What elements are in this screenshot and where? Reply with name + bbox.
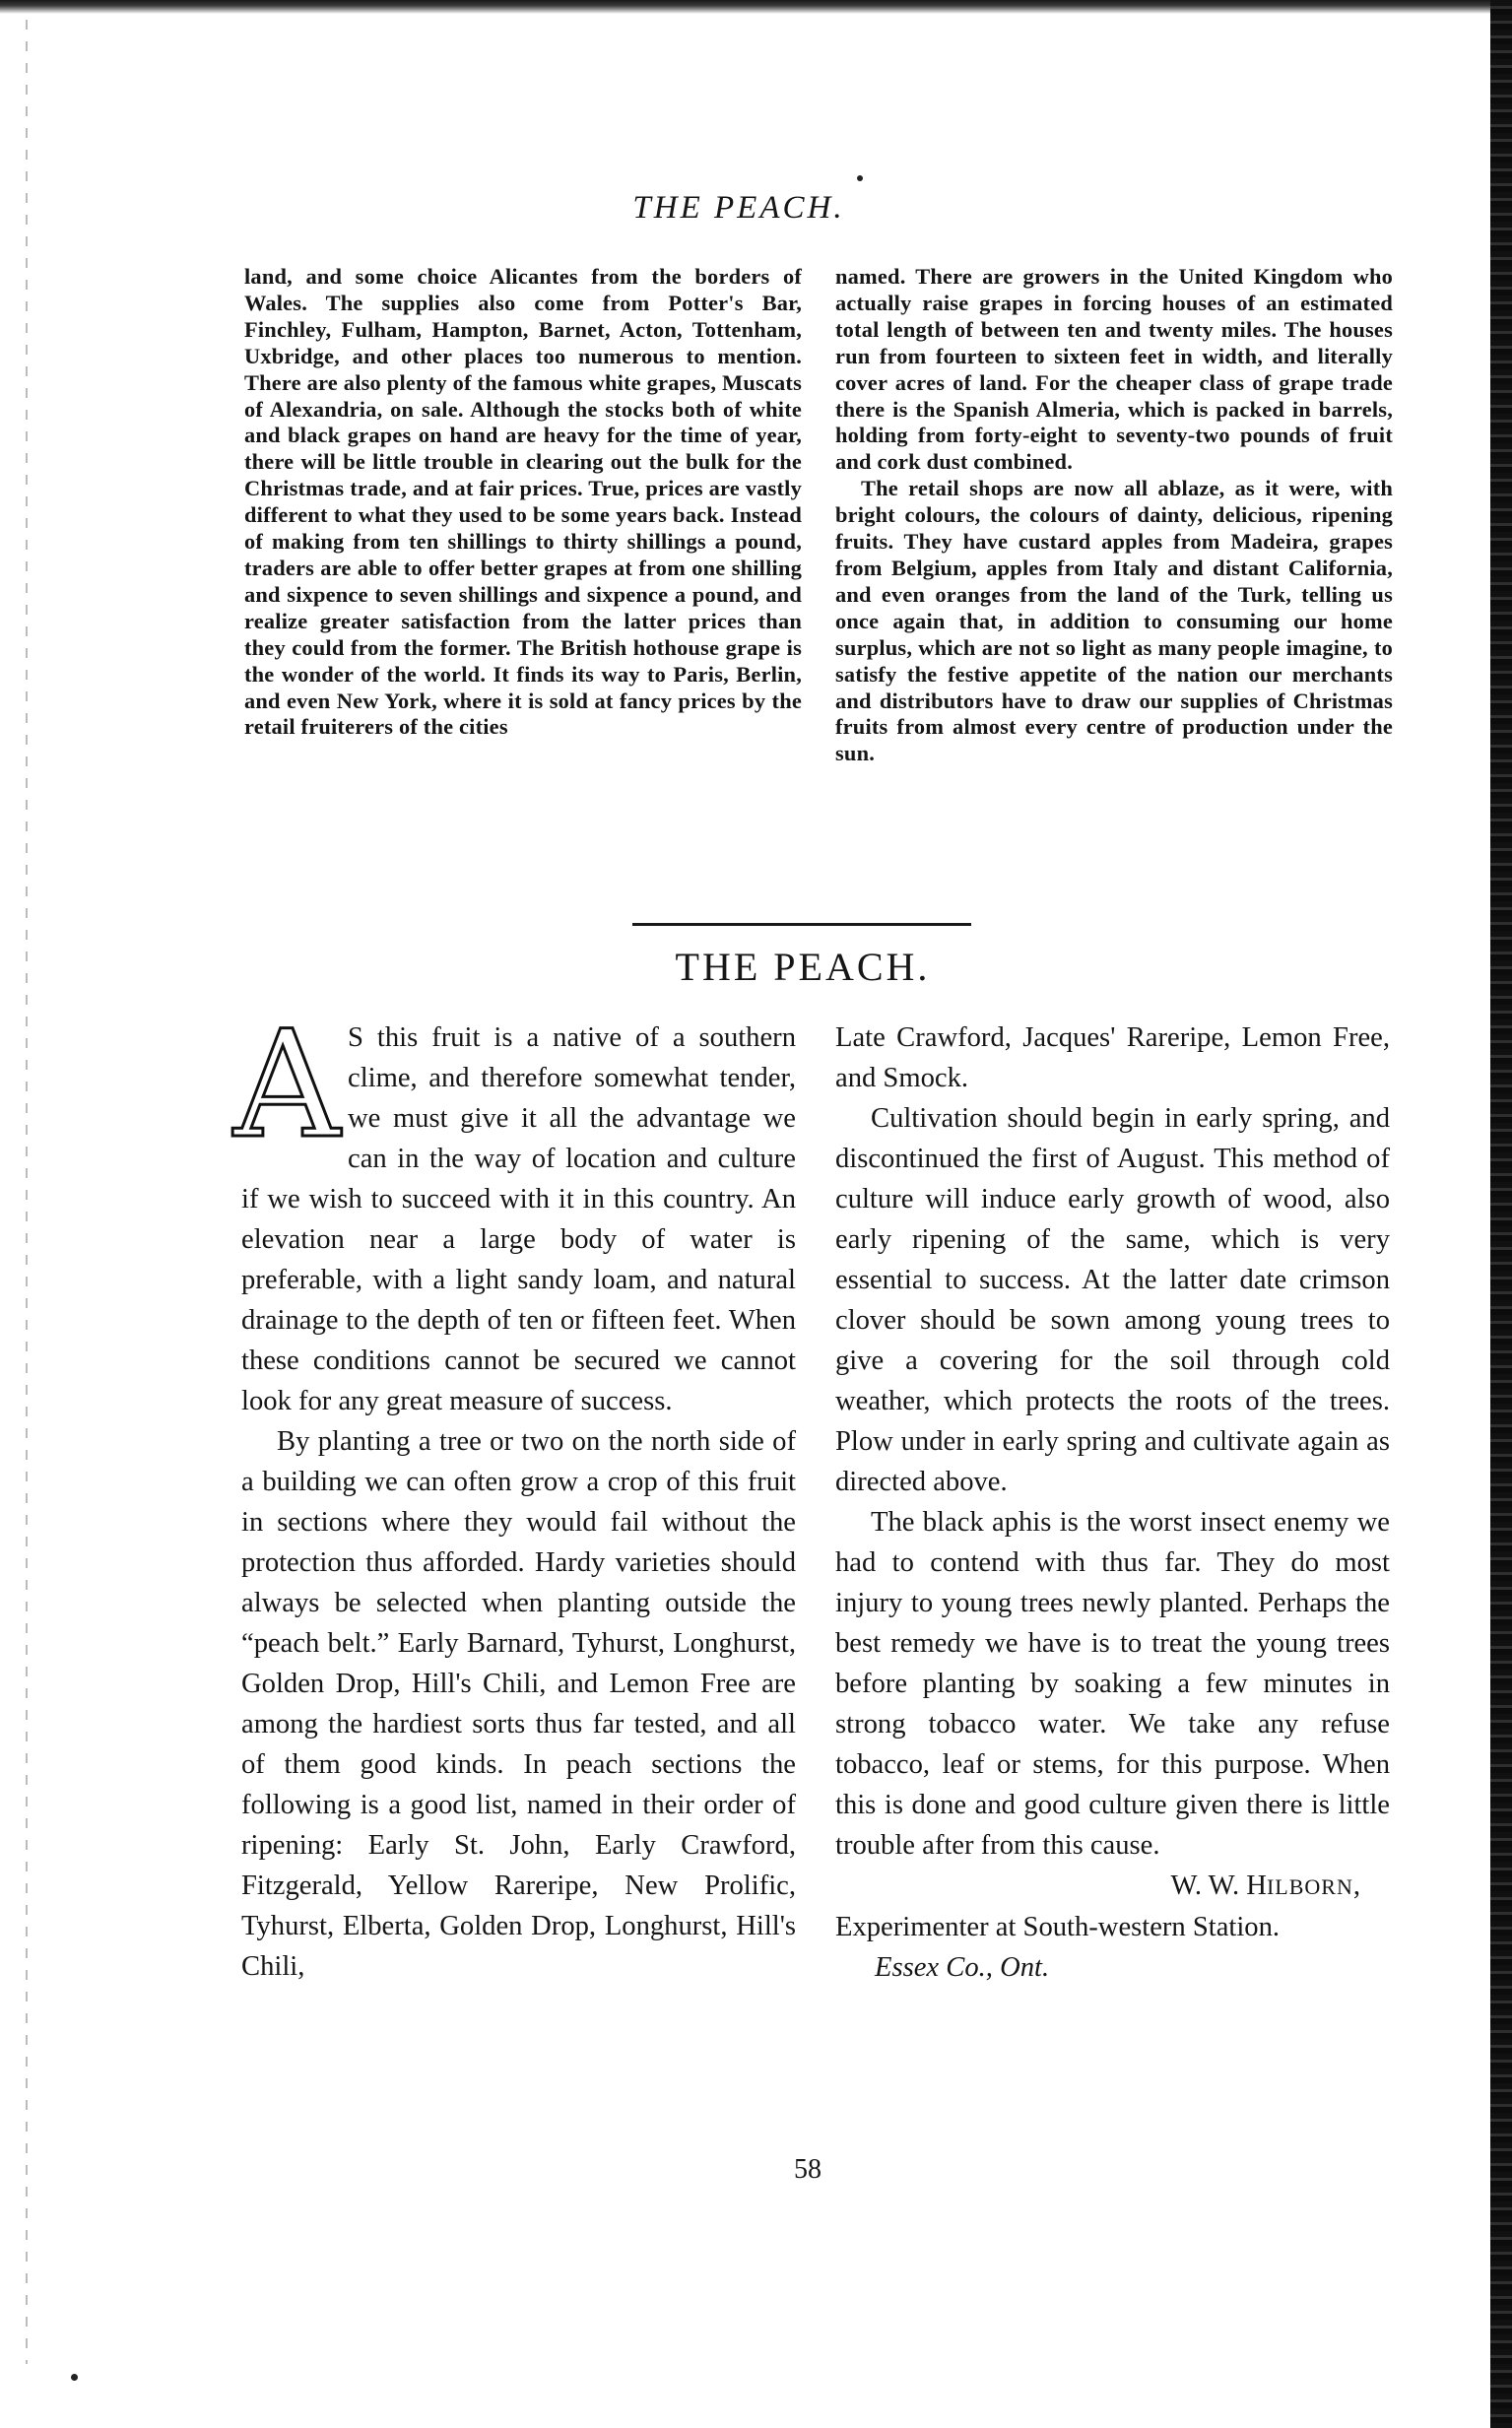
article-left-column: [233, 1000, 796, 1987]
paragraph: [233, 1000, 796, 1421]
page-top-edge: [0, 0, 1512, 14]
paragraph: Cultivation should begin in early spring, and discontinued the first of August. This method of culture will induce early growth of wood, also early ripening of the same, which is very essential to success. At the latter date crimson clover should be sown among young trees to give a covering for the soil through cold weather, which protects the roots of the trees. Plow under in early spring and cultivate again as directed above.: [835, 1103, 1390, 1497]
author-location: Essex Co., Ont.: [875, 1952, 1050, 1983]
article-right-column: [835, 1017, 1390, 1988]
paragraph: By planting a tree or two on the north side of a building we can often grow a crop of this fruit in sections where they would fail without the protection thus afforded. Hardy varieties should always be selected when planting outside the “peach belt.” Early Barnard, Tyhurst, Longhurst, Golden Drop, Hill's Chili, and Lemon Free are among the hardiest sorts thus far tested, and all of them good kinds. In peach sections the following is a good list, named in their order of ripening: Early St. John, Early Crawford, Fitzgerald, Yellow Rareripe, New Prolific, Tyhurst, Elberta, Golden Drop, Longhurst, Hill's Chili,: [241, 1426, 796, 1982]
paragraph: Late Crawford, Jacques' Rareripe, Lemon Free, and Smock.: [835, 1022, 1390, 1093]
author-title: Experimenter at South-western Station.: [835, 1912, 1281, 1942]
section-rule: [632, 923, 971, 926]
paragraph-text: S this fruit is a native of a southern clime, and therefore somewhat tender, we must give it all the advantage we can in the way of location and culture if we wish to succeed with it in this country. An elevation near a large body of water is preferable, with a light sandy loam, and natural drainage to the depth of ten or fifteen feet. When these conditions cannot be secured we cannot look for any great measure of success.: [241, 1022, 796, 1416]
top-right-column: [835, 264, 1393, 767]
page-left-binding: [26, 20, 28, 2364]
ink-dot: [857, 175, 863, 181]
running-head: THE PEACH.: [632, 190, 845, 226]
paragraph: named. There are growers in the United Kingdom who actually raise grapes in forcing houses of an estimated total length of between ten and twenty miles. The houses run from fourteen to sixteen feet in width, and literally cover acres of land. For the cheaper class of grape trade there is the Spanish Almeria, which is packed in barrels, holding from forty-eight to seventy-two pounds of fruit and cork dust combined.: [835, 264, 1393, 475]
paragraph: The retail shops are now all ablaze, as it were, with bright colours, the colours of dainty, delicious, ripening fruits. They have custard apples from Madeira, grapes from Belgium, apples from Italy and distant California, and even oranges from the land of the Turk, telling us once again that, in addition to consuming our home surplus, which are not so light as many people imagine, to satisfy the festive appetite of the nation our merchants and distributors have to draw our supplies of Christmas fruits from almost every centre of production under the sun.: [835, 476, 1393, 766]
top-left-column: [244, 264, 802, 741]
paragraph: The black aphis is the worst insect enemy we had to contend with thus far. They do most injury to young trees newly planted. Perhaps the best remedy we have is to treat the young trees before planting by soaking a few minutes in strong tobacco water. We take any refuse tobacco, leaf or stems, for this purpose. When this is done and good culture given there is little trouble after from this cause.: [835, 1507, 1390, 1861]
paragraph: land, and some choice Alicantes from the borders of Wales. The supplies also come from Potter's Bar, Finchley, Fulham, Hampton, Barnet, Acton, Tottenham, Uxbridge, and other places too numerous to mention. There are also plenty of the famous white grapes, Muscats of Alexandria, on sale. Although the stocks both of white and black grapes on hand are heavy for the time of year, there will be little trouble in clearing out the bulk for the Christmas trade, and at fair prices. True, prices are vastly different to what they used to be some years back. Instead of making from ten shillings to thirty shillings a pound, traders are able to offer better grapes at from one shilling and sixpence to seven shillings and sixpence a pound, and realize greater satisfaction from the latter prices than they could from the former. The British hothouse grape is the wonder of the world. It finds its way to Paris, Berlin, and even New York, where it is sold at fancy prices by the retail fruiterers of the cities: [244, 264, 802, 740]
ink-dot: [71, 2374, 78, 2381]
page-right-edge: [1490, 0, 1512, 2428]
article-title: THE PEACH.: [675, 945, 931, 989]
page-number: 58: [794, 2154, 822, 2185]
drop-cap: A: [233, 1000, 341, 1171]
author-signature: W. W. HILBORN,: [1170, 1870, 1360, 1901]
